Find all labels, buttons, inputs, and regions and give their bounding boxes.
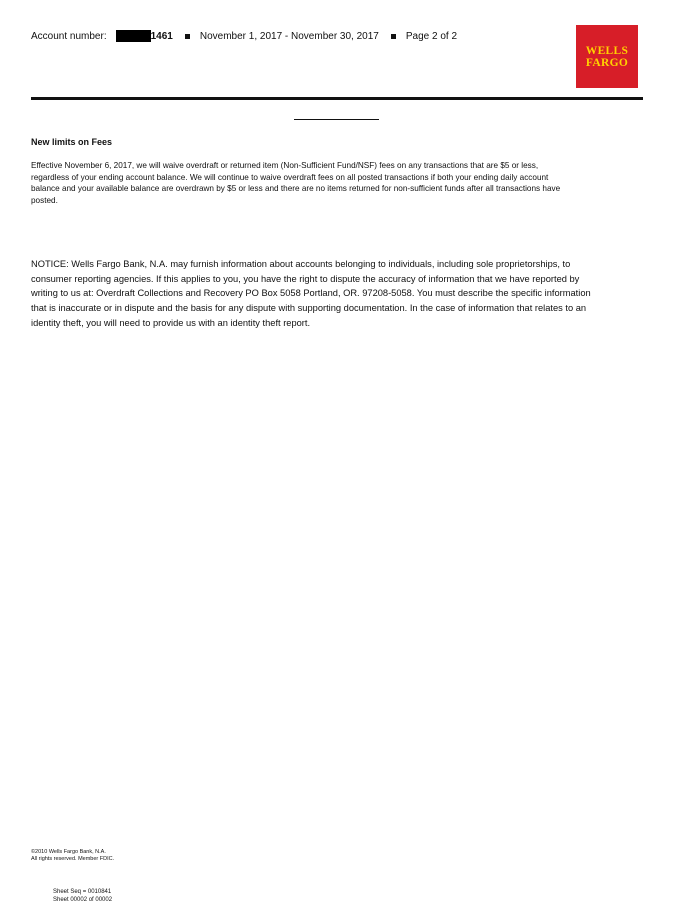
sheet-info xyxy=(53,888,112,904)
logo-line-2: FARGO xyxy=(585,56,629,69)
square-bullet-icon xyxy=(391,34,396,39)
copyright-line-1: ©2010 Wells Fargo Bank, N.A. xyxy=(31,849,106,855)
logo-line-1: WELLS xyxy=(585,44,629,57)
copyright-line-2: All rights reserved. Member FDIC. xyxy=(31,855,115,862)
statement-period: November 1, 2017 - November 30, 2017 xyxy=(199,30,379,42)
copyright-notice xyxy=(31,849,114,862)
wells-fargo-logo xyxy=(576,25,638,88)
square-bullet-icon xyxy=(185,34,190,39)
sheet-number: Sheet 00002 of 00002 xyxy=(53,897,113,903)
section-divider xyxy=(294,119,379,120)
statement-header xyxy=(31,29,457,43)
header-divider xyxy=(31,97,643,100)
redaction-box xyxy=(116,30,151,42)
page-number: Page 2 of 2 xyxy=(405,30,458,42)
account-number-last-digits: 1461 xyxy=(150,30,173,42)
sheet-sequence: Sheet Seq = 0010841 xyxy=(53,889,112,895)
fees-section-title: New limits on Fees xyxy=(31,137,113,147)
fees-paragraph: Effective November 6, 2017, we will waive overdraft or returned item (Non-Sufficient Fund/NSF) fees on any transactions that are $5 or less, regardless of your ending account balance. We will continue to waive overdraft fees on all posted transactions if both your ending daily account balance and your available balance are overdrawn by $5 or less and there are no items returned for non-sufficient funds after all transactions have posted. xyxy=(31,161,561,205)
account-number-label: Account number: xyxy=(31,30,107,42)
notice-paragraph: NOTICE: Wells Fargo Bank, N.A. may furnish information about accounts belonging to individuals, including sole proprietorships, to consumer reporting agencies. If this applies to you, you have the right to dispute the accuracy of information that we have reported by writing to us at: Overdraft Collections and Recovery PO Box 5058 Portland, OR. 97208-5058. You must describe the specific information that is inaccurate or in dispute and the basis for any dispute with supporting documentation. In the case of information that relates to an identity theft, you will need to provide us with an identity theft report. xyxy=(31,259,591,328)
